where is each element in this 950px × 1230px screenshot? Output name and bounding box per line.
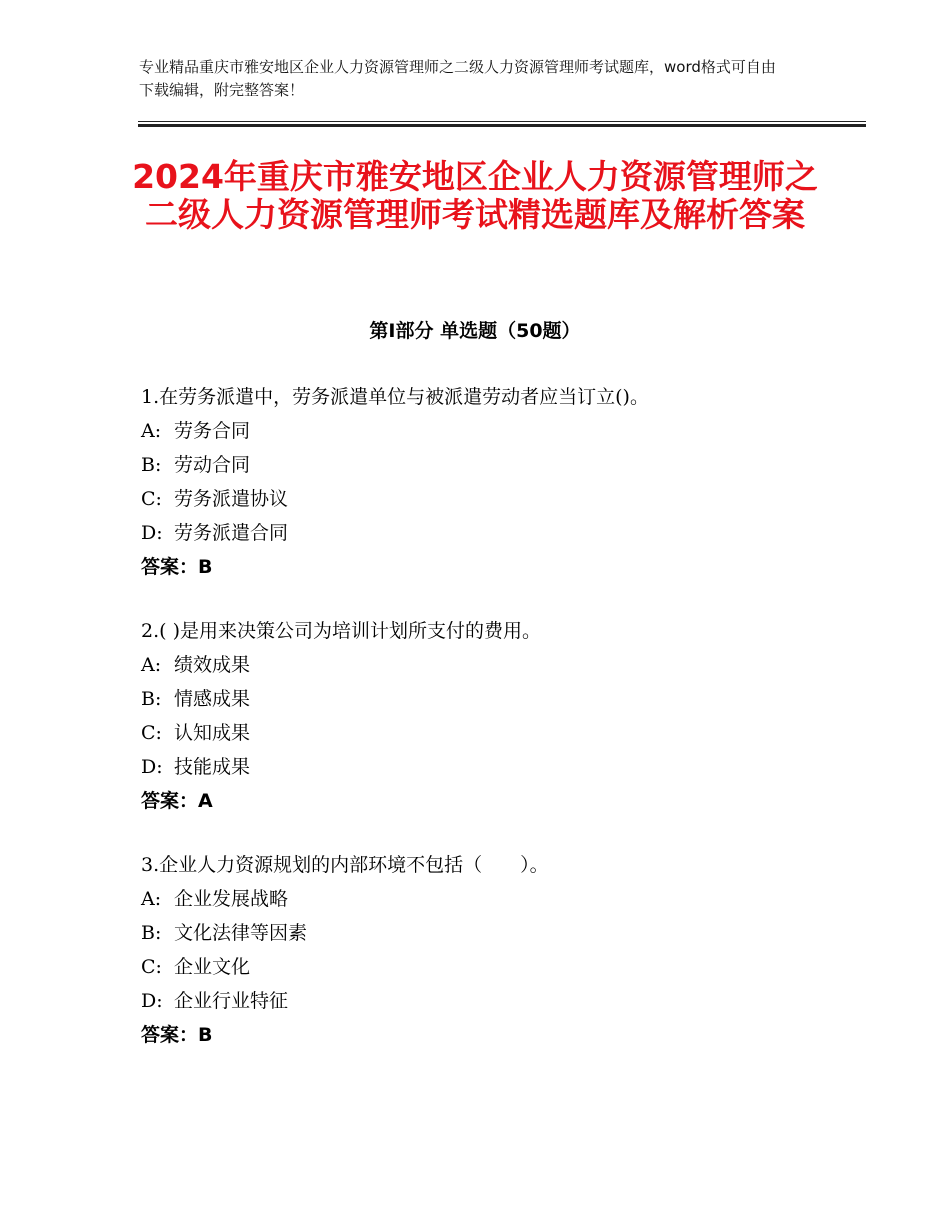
option-key: C: bbox=[141, 488, 162, 510]
option-a bbox=[141, 648, 841, 682]
option-text: 企业发展战略 bbox=[174, 888, 289, 910]
answer-line: 答案：B bbox=[141, 1024, 213, 1046]
option-key: A: bbox=[141, 420, 162, 442]
option-b bbox=[141, 682, 841, 716]
question-stem: 2.( )是用来决策公司为培训计划所支付的费用。 bbox=[141, 620, 541, 642]
option-key: B: bbox=[141, 688, 162, 710]
option-d bbox=[141, 750, 841, 784]
answer-line: 答案：A bbox=[141, 790, 213, 812]
option-text: 企业行业特征 bbox=[174, 990, 289, 1012]
option-c bbox=[141, 950, 841, 984]
header-rule-thick bbox=[138, 124, 866, 127]
option-b bbox=[141, 916, 841, 950]
option-a bbox=[141, 414, 841, 448]
option-key: B: bbox=[141, 454, 162, 476]
question-stem: 3.企业人力资源规划的内部环境不包括（ ）。 bbox=[141, 854, 549, 876]
option-key: D: bbox=[141, 990, 163, 1012]
option-text: 文化法律等因素 bbox=[174, 922, 308, 944]
option-text: 情感成果 bbox=[174, 688, 251, 710]
option-key: C: bbox=[141, 956, 162, 978]
option-key: C: bbox=[141, 722, 162, 744]
question-2 bbox=[141, 614, 841, 818]
answer-line: 答案：B bbox=[141, 556, 213, 578]
section-heading: 第Ⅰ部分 单选题（50题） bbox=[369, 320, 581, 342]
option-key: D: bbox=[141, 522, 163, 544]
option-key: A: bbox=[141, 654, 162, 676]
option-c bbox=[141, 716, 841, 750]
option-text: 技能成果 bbox=[174, 756, 251, 778]
option-key: A: bbox=[141, 888, 162, 910]
document-title: 2024年重庆市雅安地区企业人力资源管理师之二级人力资源管理师考试精选题库及解析答案 bbox=[132, 157, 818, 234]
option-key: D: bbox=[141, 756, 163, 778]
option-text: 劳务派遣协议 bbox=[174, 488, 289, 510]
header-note: 专业精品重庆市雅安地区企业人力资源管理师之二级人力资源管理师考试题库，word格式可自由下载编辑，附完整答案！ bbox=[139, 58, 776, 99]
option-d bbox=[141, 984, 841, 1018]
option-text: 认知成果 bbox=[174, 722, 251, 744]
option-text: 劳务派遣合同 bbox=[174, 522, 289, 544]
header-rule-thin bbox=[138, 121, 866, 122]
option-text: 劳务合同 bbox=[174, 420, 251, 442]
option-text: 企业文化 bbox=[174, 956, 251, 978]
option-text: 绩效成果 bbox=[174, 654, 251, 676]
option-d bbox=[141, 516, 841, 550]
question-1 bbox=[141, 380, 841, 584]
option-a bbox=[141, 882, 841, 916]
option-c bbox=[141, 482, 841, 516]
option-text: 劳动合同 bbox=[174, 454, 251, 476]
question-3 bbox=[141, 848, 841, 1052]
option-b bbox=[141, 448, 841, 482]
question-list bbox=[141, 380, 841, 1082]
option-key: B: bbox=[141, 922, 162, 944]
question-stem: 1.在劳务派遣中，劳务派遣单位与被派遣劳动者应当订立()。 bbox=[141, 386, 649, 408]
